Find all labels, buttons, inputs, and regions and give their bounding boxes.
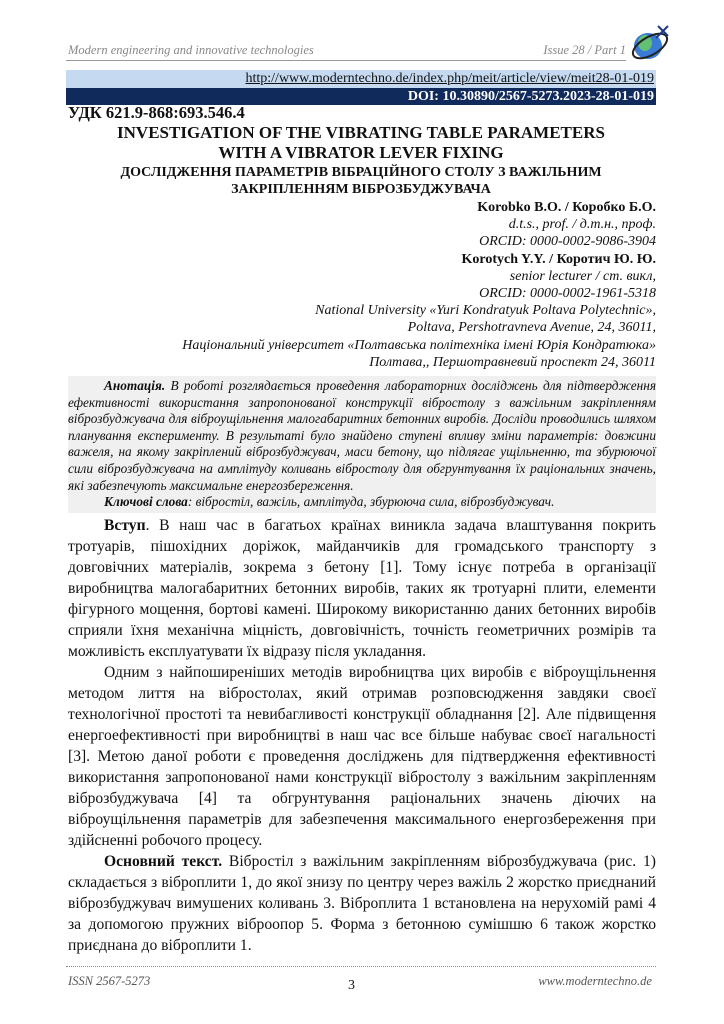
author-orcid: ORCID: 0000-0002-9086-3904 <box>479 234 656 250</box>
title-en-line: WITH A VIBRATOR LEVER FIXING <box>218 142 504 162</box>
paragraph-text: . В наш час в багатьох країнах виникла задача влаштування покрить тротуарів, пішохідних доріжок, майданчиків для громадського транспорту з довговічних матеріалів, зокрема з бетону [1]. Тому існує потреба в організації виробництва малогабаритних бетонних виробів, таких як тротуарні плити, елементи фігурного мощення, бортові камені. Широкому використанню даних бетонних виробів сприяли їхня механічна міцність, довговічність, точність геометричних розмірів та можливість експлуатувати їх відразу після укладання. <box>68 516 656 660</box>
abstract-box <box>68 376 656 513</box>
authors-block <box>182 199 656 371</box>
journal-name: Modern engineering and innovative technologies <box>68 43 314 57</box>
author-orcid: ORCID: 0000-0002-1961-5318 <box>479 286 656 302</box>
article-flow <box>68 376 656 1001</box>
journal-logo-icon <box>628 24 672 64</box>
article-url-band <box>66 70 656 88</box>
keywords-text: : вібростіл, важіль, амплітуда, збурююча сила, віброзбуджувач. <box>187 494 555 510</box>
abstract-label: Анотація. <box>104 378 166 393</box>
affiliation-line: Національний університет «Полтавська політехніка імені Юрія Кондратюка» <box>182 337 656 353</box>
author-degree: senior lecturer / ст. викл, <box>509 268 656 284</box>
article-url-link[interactable]: http://www.moderntechno.de/index.php/meit/article/view/meit28-01-019 <box>245 71 654 86</box>
footer-site: www.moderntechno.de <box>538 973 652 988</box>
page-number: 3 <box>348 977 355 993</box>
affiliation-line: National University «Yuri Kondratyuk Poltava Polytechnic», <box>315 303 656 319</box>
paragraph-text: Одним з найпоширеніших методів виробництва цих виробів є віброущільнення методом лиття на вібростолах, який отримав розповсюдження завдяки своєї технологічної простоті та невибагливості конструкції обладнання [2]. Але підвищення енергоефективності при виробництві в наш час все більше набуває своєї нагальності [3]. Метою даної роботи є проведення досліджень для підтвердження ефективності використання запропонованої нами конструкції вібростолу з важільним закріпленням віброзбуджувача [4] та обгрунтування раціональних значень діючих на віброущільнення параметрів для забезпечення максимального енергозбереження при здійсненні робочого процесу. <box>68 663 656 849</box>
keywords <box>68 494 656 511</box>
author-name: Korobko B.O. / Коробко Б.О. <box>477 200 656 215</box>
title-en <box>66 123 656 162</box>
paragraph-intro <box>68 515 656 662</box>
paragraph <box>68 662 656 851</box>
paragraph-lead: Основний текст. <box>104 852 223 870</box>
paragraph-text: Вібростіл з важільним закріпленням віброзбуджувача (рис. 1) складається з віброплити 1, до якої знизу по центру через важіль 2 жорстко приєднаний віброзбуджувач вимушених коливань 3. Віброплита 1 встановлена на нерухомій рамі 4 за допомогою пружних віброопор 5. Форма з бетонною сумішшю 6 також жорстко приєднана до віброплити 1. <box>68 852 656 954</box>
affiliation-line: Полтава,, Першотравневий проспект 24, 36011 <box>369 354 656 370</box>
footer <box>66 966 656 1001</box>
keywords-label: Ключові слова <box>104 494 188 510</box>
abstract <box>68 378 656 494</box>
author-name: Korotych Y.Y. / Коротич Ю. Ю. <box>461 251 656 267</box>
article-body <box>68 515 656 956</box>
affiliation-line: Poltava, Pershotravneva Avenue, 24, 36011, <box>407 320 656 336</box>
title-uk <box>66 164 656 198</box>
udk-code: УДК 621.9-868:693.546.4 <box>68 103 245 122</box>
title-uk-line: ДОСЛІДЖЕННЯ ПАРАМЕТРІВ ВІБРАЦІЙНОГО СТОЛУ З ВАЖІЛЬНИМ <box>120 165 602 180</box>
paragraph-main <box>68 851 656 956</box>
running-header <box>66 40 626 61</box>
footer-issn: ISSN 2567-5273 <box>68 973 151 988</box>
author-degree: d.t.s., prof. / д.т.н., проф. <box>508 217 656 233</box>
doi-label: DOI: 10.30890/2567-5273.2023-28-01-019 <box>407 89 654 104</box>
title-uk-line: ЗАКРІПЛЕННЯМ ВІБРОЗБУДЖУВАЧА <box>231 182 491 197</box>
abstract-text: В роботі розглядається проведення лабораторних досліджень для підтвердження ефективності використання запропонованої конструкції віброcтолу з важільним закріпленням вiброзбуджувача для віброущільнення малогабаритних бетонних виробів. Досліди проводились шляхом планування експерименту. В результаті було знайдено ступені впливу зміни параметрів: довжини важеля, на якому закріплений віброзбуджувач, маси бетону, що підлягає ущільненню, та збурюючої сили віброзбуджувача на амплітуду коливань віброcтолу для обгрунтування їх раціональних значень, які забезпечують максимальне енергозбереження. <box>68 378 656 493</box>
paragraph-lead: Вступ <box>104 516 146 534</box>
issue-label: Issue 28 / Part 1 <box>543 43 626 57</box>
title-en-line: INVESTIGATION OF THE VIBRATING TABLE PARAMETERS <box>117 123 605 142</box>
